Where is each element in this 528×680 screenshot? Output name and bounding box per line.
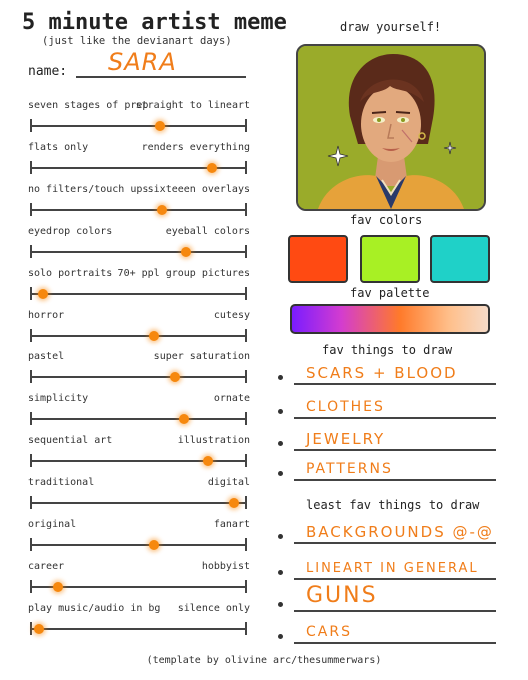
slider-end-cap xyxy=(245,287,247,300)
slider-knob[interactable] xyxy=(203,456,213,466)
list-item[interactable]: LINEART IN GENERAL xyxy=(306,561,479,577)
slider-start-cap xyxy=(30,412,32,425)
slider-knob[interactable] xyxy=(149,331,159,341)
slider-end-cap xyxy=(245,412,247,425)
slider-left-label: simplicity xyxy=(28,393,89,405)
slider-track[interactable] xyxy=(30,460,247,462)
write-line xyxy=(294,449,496,451)
slider-right-label: cutesy xyxy=(213,309,250,321)
slider-track[interactable] xyxy=(30,209,247,211)
slider-knob[interactable] xyxy=(157,205,167,215)
slider-track[interactable] xyxy=(30,125,247,127)
list-bullet xyxy=(278,375,283,380)
slider-left-label: solo portraits xyxy=(28,267,113,279)
slider-start-cap xyxy=(30,119,32,132)
write-line xyxy=(294,383,496,385)
slider-left-label: eyedrop colors xyxy=(28,225,113,237)
slider-end-cap xyxy=(245,496,247,509)
slider-track[interactable] xyxy=(30,628,247,630)
slider-left-label: flats only xyxy=(28,141,89,153)
slider-track[interactable] xyxy=(30,335,247,337)
fav-things-label: fav things to draw xyxy=(322,343,453,357)
write-line xyxy=(294,642,496,644)
slider-track[interactable] xyxy=(30,293,247,295)
slider-right-label: eyeball colors xyxy=(165,225,250,237)
list-item[interactable]: CARS xyxy=(306,623,352,640)
draw-yourself-label: draw yourself! xyxy=(340,20,442,34)
slider-left-label: horror xyxy=(28,309,65,321)
slider-right-label: straight to lineart xyxy=(135,100,250,111)
slider-knob[interactable] xyxy=(170,372,180,382)
slider-start-cap xyxy=(30,454,32,467)
slider-track[interactable] xyxy=(30,544,247,546)
slider-start-cap xyxy=(30,329,32,342)
slider-left-label: pastel xyxy=(28,351,65,363)
slider-left-label: no filters/touch ups xyxy=(28,183,149,195)
slider-end-cap xyxy=(245,161,247,174)
template-credit: (template by olivine arc/thesummerwars) xyxy=(146,655,382,666)
slider-right-label: silence only xyxy=(177,602,250,614)
list-bullet xyxy=(278,634,283,639)
list-bullet xyxy=(278,570,283,575)
slider-start-cap xyxy=(30,622,32,635)
slider-knob[interactable] xyxy=(207,163,217,173)
write-line xyxy=(294,578,496,580)
slider-start-cap xyxy=(30,245,32,258)
slider-end-cap xyxy=(245,580,247,593)
name-value[interactable]: SARA xyxy=(108,48,177,76)
write-line xyxy=(294,417,496,419)
slider-track[interactable] xyxy=(30,418,247,420)
slider-right-label: sixteeen overlays xyxy=(147,183,250,195)
list-item[interactable]: JEWELRY xyxy=(306,429,386,448)
slider-left-label: sequential art xyxy=(28,435,113,447)
name-line xyxy=(76,76,246,78)
slider-right-label: ornate xyxy=(213,393,250,405)
slider-knob[interactable] xyxy=(181,247,191,257)
list-bullet xyxy=(278,409,283,414)
slider-knob[interactable] xyxy=(179,414,189,424)
fav-colors-label: fav colors xyxy=(350,213,423,227)
slider-right-label: fanart xyxy=(213,519,250,530)
slider-end-cap xyxy=(245,203,247,216)
slider-knob[interactable] xyxy=(149,540,159,550)
slider-left-label: original xyxy=(28,519,77,530)
slider-end-cap xyxy=(245,119,247,132)
slider-knob[interactable] xyxy=(229,498,239,508)
slider-knob[interactable] xyxy=(53,582,63,592)
slider-end-cap xyxy=(245,370,247,383)
slider-right-label: illustration xyxy=(177,435,250,447)
least-fav-things-label: least fav things to draw xyxy=(306,498,480,512)
list-item[interactable]: BACKGROUNDS @-@ xyxy=(306,522,494,541)
slider-start-cap xyxy=(30,161,32,174)
slider-right-label: hobbyist xyxy=(201,560,250,572)
slider-left-label: traditional xyxy=(28,477,95,489)
slider-right-label: super saturation xyxy=(153,351,250,363)
list-item[interactable]: SCARS + BLOOD xyxy=(306,363,458,382)
list-item[interactable]: CLOTHES xyxy=(306,398,385,415)
slider-start-cap xyxy=(30,580,32,593)
slider-track[interactable] xyxy=(30,376,247,378)
write-line xyxy=(294,610,496,612)
slider-track[interactable] xyxy=(30,251,247,253)
list-bullet xyxy=(278,534,283,539)
slider-start-cap xyxy=(30,538,32,551)
fav-palette-label: fav palette xyxy=(350,286,430,300)
write-line xyxy=(294,542,496,544)
page-subtitle: (just like the devianart days) xyxy=(42,35,232,47)
slider-end-cap xyxy=(245,622,247,635)
list-item[interactable]: GUNS xyxy=(306,582,378,608)
slider-end-cap xyxy=(245,245,247,258)
slider-start-cap xyxy=(30,287,32,300)
slider-knob[interactable] xyxy=(34,624,44,634)
slider-start-cap xyxy=(30,203,32,216)
slider-start-cap xyxy=(30,370,32,383)
slider-start-cap xyxy=(30,496,32,509)
list-bullet xyxy=(278,602,283,607)
slider-end-cap xyxy=(245,329,247,342)
list-bullet xyxy=(278,441,283,446)
self-portrait-frame xyxy=(296,44,486,211)
fav-palette-gradient xyxy=(290,304,490,334)
slider-end-cap xyxy=(245,538,247,551)
slider-right-label: renders everything xyxy=(141,141,250,153)
slider-left-label: career xyxy=(28,560,65,572)
slider-right-label: 70+ ppl group pictures xyxy=(117,267,250,279)
name-label: name: xyxy=(28,64,68,79)
slider-track[interactable] xyxy=(30,502,247,504)
slider-knob[interactable] xyxy=(38,289,48,299)
fav-color-swatch-1 xyxy=(288,235,348,283)
fav-color-swatch-3 xyxy=(430,235,490,283)
list-item[interactable]: PATTERNS xyxy=(306,460,393,477)
list-bullet xyxy=(278,471,283,476)
self-portrait-illustration xyxy=(298,46,484,209)
page-title: 5 minute artist meme xyxy=(22,10,287,35)
slider-right-label: digital xyxy=(207,477,250,489)
slider-left-label: play music/audio in bg xyxy=(28,602,161,614)
fav-color-swatch-2 xyxy=(360,235,420,283)
write-line xyxy=(294,479,496,481)
slider-left-label: seven stages of prep xyxy=(28,100,149,111)
slider-knob[interactable] xyxy=(155,121,165,131)
slider-end-cap xyxy=(245,454,247,467)
